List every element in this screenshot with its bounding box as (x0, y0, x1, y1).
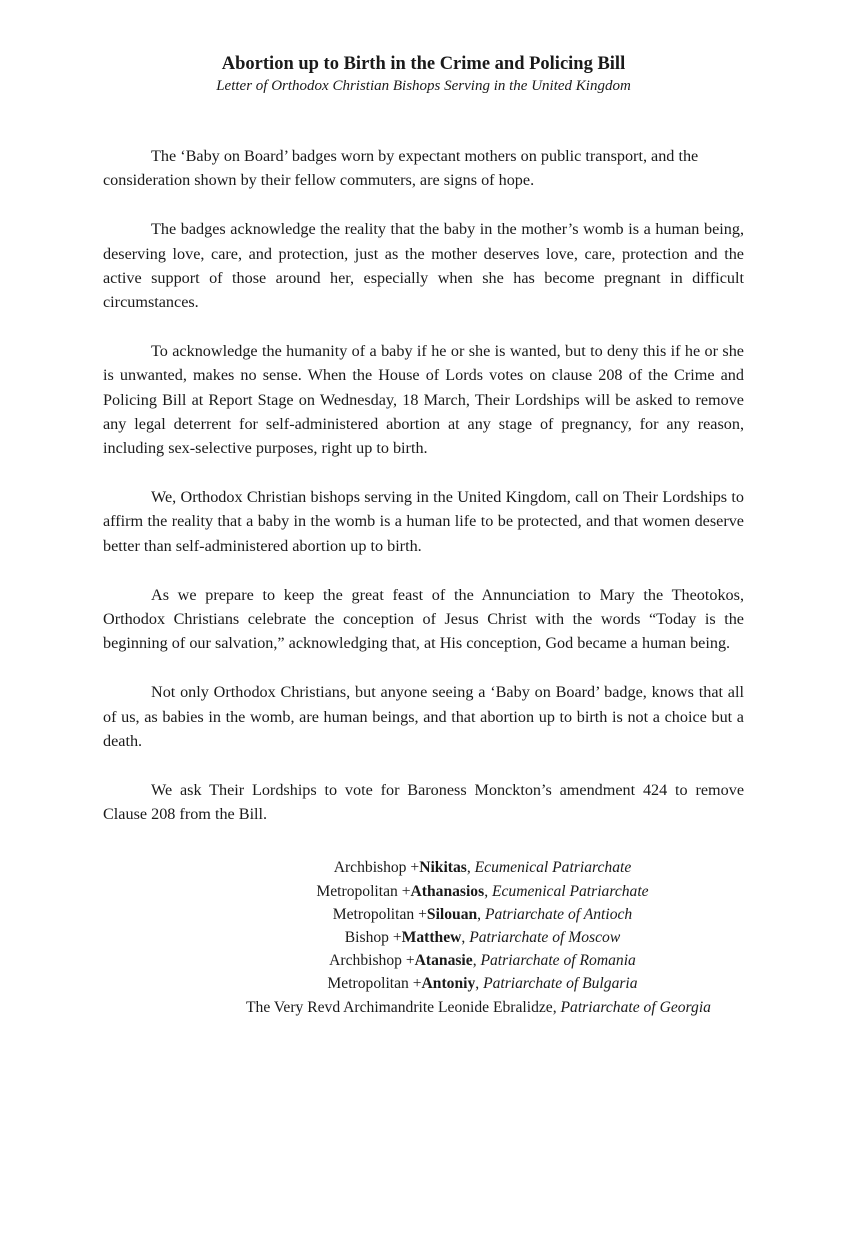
signatory-church: Patriarchate of Moscow (469, 929, 621, 947)
signatories-list (103, 856, 744, 1018)
signatory-rank: The Very Revd Archimandrite Leonide Ebralidze (246, 998, 553, 1016)
letter-body (103, 144, 744, 826)
signatory: Archbishop +Atanasie, Patriarchate of Romania (329, 952, 636, 970)
signatory-rank: Archbishop + (333, 859, 420, 877)
signatory-name: Silouan (426, 905, 478, 923)
paragraph-6: Not only Orthodox Christians, but anyone seeing a ‘Baby on Board’ badge, knows that all of us, as babies in the womb, are human beings, and that abortion up to birth is not a choice but a death. (103, 683, 744, 750)
paragraph-5: As we prepare to keep the great feast of the Annunciation to Mary the Theotokos, Orthodox Christians celebrate the conception of Jesus Christ with the words “Today is the beginning of our salvation,” acknowledging that, at His conception, God became a human being. (103, 585, 744, 653)
signatory: Metropolitan +Antoniy, Patriarchate of Bulgaria (327, 975, 638, 993)
paragraph-3: To acknowledge the humanity of a baby if he or she is wanted, but to deny this if he or she is unwanted, makes no sense. When the House of Lords votes on clause 208 of the Crime and Policing Bill at Report Stage on Wednesday, 18 March, Their Lordships will be asked to remove any legal deterrent for self-administered abortion at any stage of pregnancy, for any reason, including sex-selective purposes, right up to birth. (103, 342, 744, 458)
signatory-church: Ecumenical Patriarchate (491, 882, 649, 900)
signatory-rank: Metropolitan + (316, 882, 411, 900)
signatory: The Very Revd Archimandrite Leonide Ebralidze, Patriarchate of Georgia (246, 998, 711, 1016)
signatory: Metropolitan +Silouan, Patriarchate of Antioch (332, 905, 633, 923)
signatory-name: Athanasios (410, 882, 485, 900)
signatory-rank: Metropolitan + (327, 975, 422, 993)
signatory-rank: Archbishop + (329, 952, 415, 970)
signatory-rank: Bishop + (344, 929, 402, 947)
signatory-church: Ecumenical Patriarchate (474, 859, 632, 877)
signatory-name: Matthew (401, 929, 462, 947)
paragraph-2: The badges acknowledge the reality that the baby in the mother’s womb is a human being, deserving love, care, and protection, just as the mother deserves love, care, protection and the active support of those around her, especially when she has become pregnant in difficult circumstances. (103, 220, 744, 312)
paragraph-1: The ‘Baby on Board’ badges worn by expectant mothers on public transport, and the consideration shown by their fellow commuters, are signs of hope. (103, 147, 699, 190)
signatory: Archbishop +Nikitas, Ecumenical Patriarchate (333, 859, 632, 877)
letter-subtitle: Letter of Orthodox Christian Bishops Serving in the United Kingdom (216, 78, 631, 94)
letter-title: Abortion up to Birth in the Crime and Policing Bill (221, 54, 626, 74)
signatory-church: Patriarchate of Georgia (560, 998, 711, 1016)
signatory-name: Nikitas (419, 859, 467, 877)
signatory-church: Patriarchate of Bulgaria (483, 975, 638, 993)
signatory-name: Antoniy (421, 975, 476, 993)
signatory: Metropolitan +Athanasios, Ecumenical Patriarchate (316, 882, 649, 900)
signatory-name: Atanasie (414, 952, 473, 970)
paragraph-4: We, Orthodox Christian bishops serving in the United Kingdom, call on Their Lordships to affirm the reality that a baby in the womb is a human life to be protected, and that women deserve better than self-administered abortion up to birth. (103, 488, 744, 555)
signatory-church: Patriarchate of Antioch (484, 905, 633, 923)
paragraph-7: We ask Their Lordships to vote for Baroness Monckton’s amendment 424 to remove Clause 208 from the Bill. (103, 781, 744, 824)
signatory-rank: Metropolitan + (332, 905, 427, 923)
letter-page (0, 52, 848, 1252)
signatory: Bishop +Matthew, Patriarchate of Moscow (344, 929, 621, 947)
signatory-church: Patriarchate of Romania (480, 952, 636, 970)
